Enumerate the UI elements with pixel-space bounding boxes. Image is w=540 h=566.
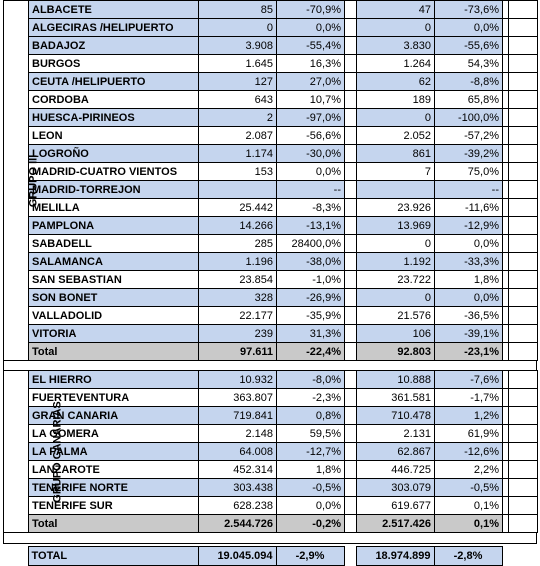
pct-1: -12,7% [277, 443, 345, 461]
airport-name: HUESCA-PIRINEOS [29, 109, 199, 127]
pct-1: 16,3% [277, 55, 345, 73]
column-gap [345, 163, 357, 181]
value-2 [357, 181, 435, 199]
airport-name: LA PALMA [29, 443, 199, 461]
pct-1: -97,0% [277, 109, 345, 127]
value-1: 628.238 [199, 497, 277, 515]
value-2: 0 [357, 19, 435, 37]
value-1: 328 [199, 289, 277, 307]
column-gap [345, 407, 357, 425]
column-tail [509, 1, 538, 19]
value-2: 0 [357, 109, 435, 127]
value-2: 189 [357, 91, 435, 109]
value-1: 22.177 [199, 307, 277, 325]
table-row [4, 307, 538, 325]
column-tail [509, 425, 538, 443]
value-1: 285 [199, 235, 277, 253]
value-1: 23.854 [199, 271, 277, 289]
column-gap [345, 109, 357, 127]
column-tail [509, 307, 538, 325]
column-gap [345, 19, 357, 37]
pct-1: 0,0% [277, 163, 345, 181]
pct-1: 0,0% [277, 19, 345, 37]
pct-2: 0,1% [435, 497, 503, 515]
column-gap [345, 389, 357, 407]
value-2: 361.581 [357, 389, 435, 407]
pct-1: 59,5% [277, 425, 345, 443]
pct-1: 10,7% [277, 91, 345, 109]
value-2: 7 [357, 163, 435, 181]
grand-total-pct-1: -2,9% [276, 547, 344, 566]
pct-2: 61,9% [435, 425, 503, 443]
table-row [4, 109, 538, 127]
column-tail [509, 497, 538, 515]
pct-1: -- [277, 181, 345, 199]
grand-total-tail [502, 547, 537, 566]
column-tail [509, 461, 538, 479]
pct-2: -- [435, 181, 503, 199]
column-gap [345, 145, 357, 163]
airport-name: MELILLA [29, 199, 199, 217]
value-2: 0 [357, 289, 435, 307]
value-1: 303.438 [199, 479, 277, 497]
value-1: 643 [199, 91, 277, 109]
total-value-2: 2.517.426 [357, 515, 435, 533]
value-2: 2.131 [357, 425, 435, 443]
pct-2: -39,1% [435, 325, 503, 343]
value-2: 47 [357, 1, 435, 19]
pct-2: -8,8% [435, 73, 503, 91]
group-label: GRUPO III [27, 154, 40, 207]
value-2: 1.192 [357, 253, 435, 271]
column-tail [509, 407, 538, 425]
column-gap [345, 515, 357, 533]
value-1: 127 [199, 73, 277, 91]
pct-2: 65,8% [435, 91, 503, 109]
table-row [4, 37, 538, 55]
airport-name: BADAJOZ [29, 37, 199, 55]
value-1: 3.908 [199, 37, 277, 55]
pct-2: 1,2% [435, 407, 503, 425]
table-row [4, 479, 538, 497]
value-1: 719.841 [199, 407, 277, 425]
value-1: 2.087 [199, 127, 277, 145]
value-1: 85 [199, 1, 277, 19]
airport-name: SALAMANCA [29, 253, 199, 271]
grand-total-gap [344, 547, 356, 566]
table-row [4, 407, 538, 425]
total-label: Total [29, 515, 199, 533]
grand-total-value-1: 19.045.094 [198, 547, 276, 566]
table-row [4, 55, 538, 73]
airport-name: LANZAROTE [29, 461, 199, 479]
airport-name: BURGOS [29, 55, 199, 73]
value-1: 10.932 [199, 371, 277, 389]
pct-2: -12,6% [435, 443, 503, 461]
column-gap [345, 55, 357, 73]
pct-2: -39,2% [435, 145, 503, 163]
value-2: 23.926 [357, 199, 435, 217]
table-row [4, 91, 538, 109]
table-row [4, 289, 538, 307]
table-row [4, 253, 538, 271]
value-1: 0 [199, 19, 277, 37]
airport-name: GRAN CANARIA [29, 407, 199, 425]
table-row [4, 271, 538, 289]
grand-total-label: TOTAL [28, 547, 198, 566]
value-2: 619.677 [357, 497, 435, 515]
column-gap [345, 91, 357, 109]
column-gap [345, 127, 357, 145]
pct-2: -11,6% [435, 199, 503, 217]
column-tail [509, 91, 538, 109]
table-row [4, 371, 538, 389]
pct-1: -8,0% [277, 371, 345, 389]
grand-total-table [3, 546, 537, 566]
grand-total-value-2: 18.974.899 [356, 547, 434, 566]
pct-1: -35,9% [277, 307, 345, 325]
value-1: 2.148 [199, 425, 277, 443]
table-row [4, 443, 538, 461]
pct-1: 27,0% [277, 73, 345, 91]
pct-1: -56,6% [277, 127, 345, 145]
airport-name: LA GOMERA [29, 425, 199, 443]
grand-total-spacer [3, 547, 28, 566]
airport-name: MADRID-CUATRO VIENTOS [29, 163, 199, 181]
pct-1: -30,0% [277, 145, 345, 163]
value-2: 106 [357, 325, 435, 343]
column-tail [509, 145, 538, 163]
value-1: 64.008 [199, 443, 277, 461]
pct-2: -57,2% [435, 127, 503, 145]
column-gap [345, 443, 357, 461]
pct-2: 1,8% [435, 271, 503, 289]
pct-1: -55,4% [277, 37, 345, 55]
pct-1: -26,9% [277, 289, 345, 307]
pct-2: 0,0% [435, 289, 503, 307]
column-tail [509, 199, 538, 217]
airport-name: TENERIFE NORTE [29, 479, 199, 497]
pct-1: 0,0% [277, 497, 345, 515]
pct-2: 0,0% [435, 235, 503, 253]
column-tail [509, 73, 538, 91]
column-tail [509, 343, 538, 361]
column-tail [509, 371, 538, 389]
value-1: 14.266 [199, 217, 277, 235]
pct-2: -55,6% [435, 37, 503, 55]
airport-traffic-sheet [3, 0, 537, 566]
column-gap [345, 289, 357, 307]
grupo-iii-table [3, 0, 538, 361]
value-2: 21.576 [357, 307, 435, 325]
airport-name: VITORIA [29, 325, 199, 343]
value-2: 861 [357, 145, 435, 163]
pct-2: -36,5% [435, 307, 503, 325]
pct-1: 1,8% [277, 461, 345, 479]
pct-2: -12,9% [435, 217, 503, 235]
value-1: 452.314 [199, 461, 277, 479]
column-tail [509, 109, 538, 127]
total-pct-2: 0,1% [435, 515, 503, 533]
value-2: 1.264 [357, 55, 435, 73]
airport-name: MADRID-TORREJON [29, 181, 199, 199]
column-tail [509, 479, 538, 497]
table-row [4, 19, 538, 37]
airport-name: TENERIFE SUR [29, 497, 199, 515]
pct-2: -33,3% [435, 253, 503, 271]
column-gap [345, 271, 357, 289]
value-2: 446.725 [357, 461, 435, 479]
column-tail [509, 325, 538, 343]
column-tail [509, 515, 538, 533]
table-row [4, 145, 538, 163]
value-2: 10.888 [357, 371, 435, 389]
value-1: 239 [199, 325, 277, 343]
total-pct-1: -0,2% [277, 515, 345, 533]
table-row [4, 73, 538, 91]
column-gap [345, 325, 357, 343]
pct-1: 28400,0% [277, 235, 345, 253]
column-gap [345, 307, 357, 325]
column-gap [345, 73, 357, 91]
total-pct-1: -22,4% [277, 343, 345, 361]
pct-1: 31,3% [277, 325, 345, 343]
group-separator [3, 533, 537, 544]
pct-2: -73,6% [435, 1, 503, 19]
pct-2: 75,0% [435, 163, 503, 181]
total-row [4, 515, 538, 533]
column-gap [345, 497, 357, 515]
value-1: 1.645 [199, 55, 277, 73]
column-tail [509, 19, 538, 37]
total-value-1: 97.611 [199, 343, 277, 361]
value-2: 13.969 [357, 217, 435, 235]
table-row [4, 389, 538, 407]
total-value-1: 2.544.726 [199, 515, 277, 533]
column-gap [345, 1, 357, 19]
column-gap [345, 371, 357, 389]
column-gap [345, 217, 357, 235]
column-gap [345, 479, 357, 497]
value-2: 3.830 [357, 37, 435, 55]
group-label-cell [4, 1, 40, 361]
airport-name: SON BONET [29, 289, 199, 307]
value-2: 0 [357, 235, 435, 253]
airport-name: LEON [29, 127, 199, 145]
pct-2: -0,5% [435, 479, 503, 497]
column-tail [509, 289, 538, 307]
column-tail [509, 235, 538, 253]
airport-name: SAN SEBASTIAN [29, 271, 199, 289]
value-1: 153 [199, 163, 277, 181]
table-row [4, 181, 538, 199]
value-1: 1.196 [199, 253, 277, 271]
airport-name: CEUTA /HELIPUERTO [29, 73, 199, 91]
pct-2: 2,2% [435, 461, 503, 479]
value-1 [199, 181, 277, 199]
column-tail [509, 271, 538, 289]
pct-2: -1,7% [435, 389, 503, 407]
pct-1: -13,1% [277, 217, 345, 235]
airport-name: EL HIERRO [29, 371, 199, 389]
pct-1: -70,9% [277, 1, 345, 19]
table-row [4, 425, 538, 443]
group-label: GRUPO CANARIAS [51, 400, 64, 503]
table-row [4, 127, 538, 145]
column-gap [345, 253, 357, 271]
pct-1: -2,3% [277, 389, 345, 407]
table-row [4, 1, 538, 19]
airport-name: ALBACETE [29, 1, 199, 19]
column-gap [345, 37, 357, 55]
table-row [4, 235, 538, 253]
airport-name: PAMPLONA [29, 217, 199, 235]
pct-2: 0,0% [435, 19, 503, 37]
value-2: 710.478 [357, 407, 435, 425]
airport-name: FUERTEVENTURA [29, 389, 199, 407]
value-1: 25.442 [199, 199, 277, 217]
table-row [4, 199, 538, 217]
column-tail [509, 37, 538, 55]
airport-name: CORDOBA [29, 91, 199, 109]
column-tail [509, 55, 538, 73]
column-gap [345, 181, 357, 199]
value-1: 363.807 [199, 389, 277, 407]
column-gap [345, 235, 357, 253]
pct-1: -8,3% [277, 199, 345, 217]
total-pct-2: -23,1% [435, 343, 503, 361]
grand-total-row [3, 547, 537, 566]
column-tail [509, 127, 538, 145]
column-tail [509, 253, 538, 271]
airport-name: VALLADOLID [29, 307, 199, 325]
pct-2: -100,0% [435, 109, 503, 127]
value-2: 303.079 [357, 479, 435, 497]
grupo-canarias-table [3, 370, 538, 533]
value-2: 23.722 [357, 271, 435, 289]
total-label: Total [29, 343, 199, 361]
value-2: 2.052 [357, 127, 435, 145]
column-tail [509, 181, 538, 199]
column-gap [345, 199, 357, 217]
value-1: 2 [199, 109, 277, 127]
table-row [4, 497, 538, 515]
pct-1: -38,0% [277, 253, 345, 271]
column-tail [509, 163, 538, 181]
table-row [4, 163, 538, 181]
grand-total-pct-2: -2,8% [434, 547, 502, 566]
pct-2: 54,3% [435, 55, 503, 73]
value-2: 62.867 [357, 443, 435, 461]
column-tail [509, 443, 538, 461]
table-row [4, 461, 538, 479]
value-2: 62 [357, 73, 435, 91]
total-value-2: 92.803 [357, 343, 435, 361]
airport-name: ALGECIRAS /HELIPUERTO [29, 19, 199, 37]
column-gap [345, 425, 357, 443]
pct-2: -7,6% [435, 371, 503, 389]
table-row [4, 217, 538, 235]
column-gap [345, 343, 357, 361]
group-separator [3, 361, 537, 370]
airport-name: SABADELL [29, 235, 199, 253]
pct-1: -1,0% [277, 271, 345, 289]
airport-name: LOGROÑO [29, 145, 199, 163]
pct-1: 0,8% [277, 407, 345, 425]
column-gap [345, 461, 357, 479]
pct-1: -0,5% [277, 479, 345, 497]
table-row [4, 325, 538, 343]
total-row [4, 343, 538, 361]
column-tail [509, 389, 538, 407]
column-tail [509, 217, 538, 235]
value-1: 1.174 [199, 145, 277, 163]
